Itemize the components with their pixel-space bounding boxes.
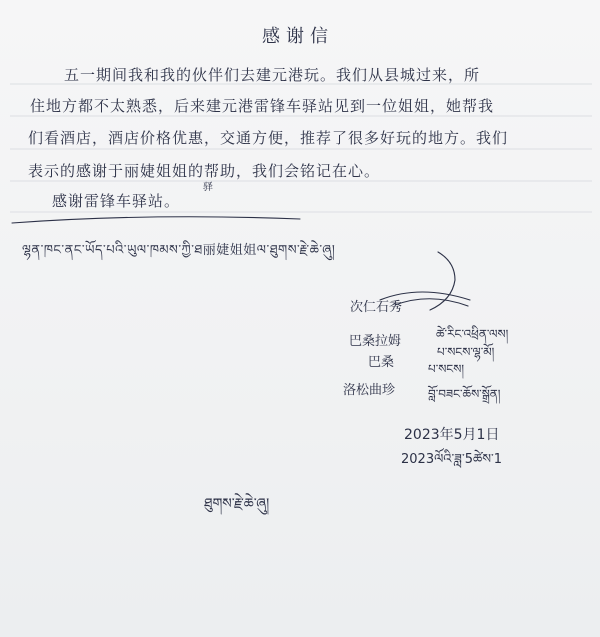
signature-2-tibetan: པ་སངས་ལྷ་མོ། <box>437 345 495 359</box>
date-chinese: 2023年5月1日 <box>404 427 500 443</box>
signature-4-tibetan: བློ་བཟང་ཆོས་སྒྲོན། <box>428 387 501 401</box>
letter-title: 感谢信 <box>262 26 334 47</box>
signature-1-chinese: 次仁石秀 <box>350 300 403 315</box>
signature-3-chinese: 巴桑 <box>368 355 395 370</box>
letter-line-4: 表示的感谢于丽婕姐姐的帮助，我们会铭记在心。 <box>28 162 381 180</box>
tibetan-thanks-line: ལྷན་ཁང་ནང་ཡོད་པའི་ཡུལ་ཁམས་ཀྱི་ཐ丽婕姐姐ལ་ཐུགས་རྗེ་ཆེ་ཞུ། <box>22 243 336 258</box>
letter-line-3: 们看酒店，酒店价格优惠，交通方便，推荐了很多好玩的地方。我们 <box>28 129 509 147</box>
signature-1-tibetan: ཚེ་རིང་འཕྲིན་ལས། <box>436 327 509 341</box>
bottom-tibetan-text: ཐུགས་རྗེ་ཆེ་ཞུ། <box>204 496 270 512</box>
letter-line-5: 感谢雷锋车驿站。 <box>52 192 181 210</box>
letter-line-2: 住地方都不太熟悉，后来建元港雷锋车驿站见到一位姐姐，她帮我 <box>30 97 495 115</box>
signature-4-chinese: 洛松曲珍 <box>343 383 396 398</box>
date-tibetan: 2023ལོའི་ཟླ་5ཚེས་1 <box>401 452 503 467</box>
signature-2-chinese: 巴桑拉姆 <box>349 334 402 349</box>
letter-line-1: 五一期间我和我的伙伴们去建元港玩。我们从县城过来，所 <box>64 66 481 84</box>
insertion-mark: 驿 <box>203 182 213 193</box>
signature-3-tibetan: པ་སངས། <box>428 362 465 376</box>
